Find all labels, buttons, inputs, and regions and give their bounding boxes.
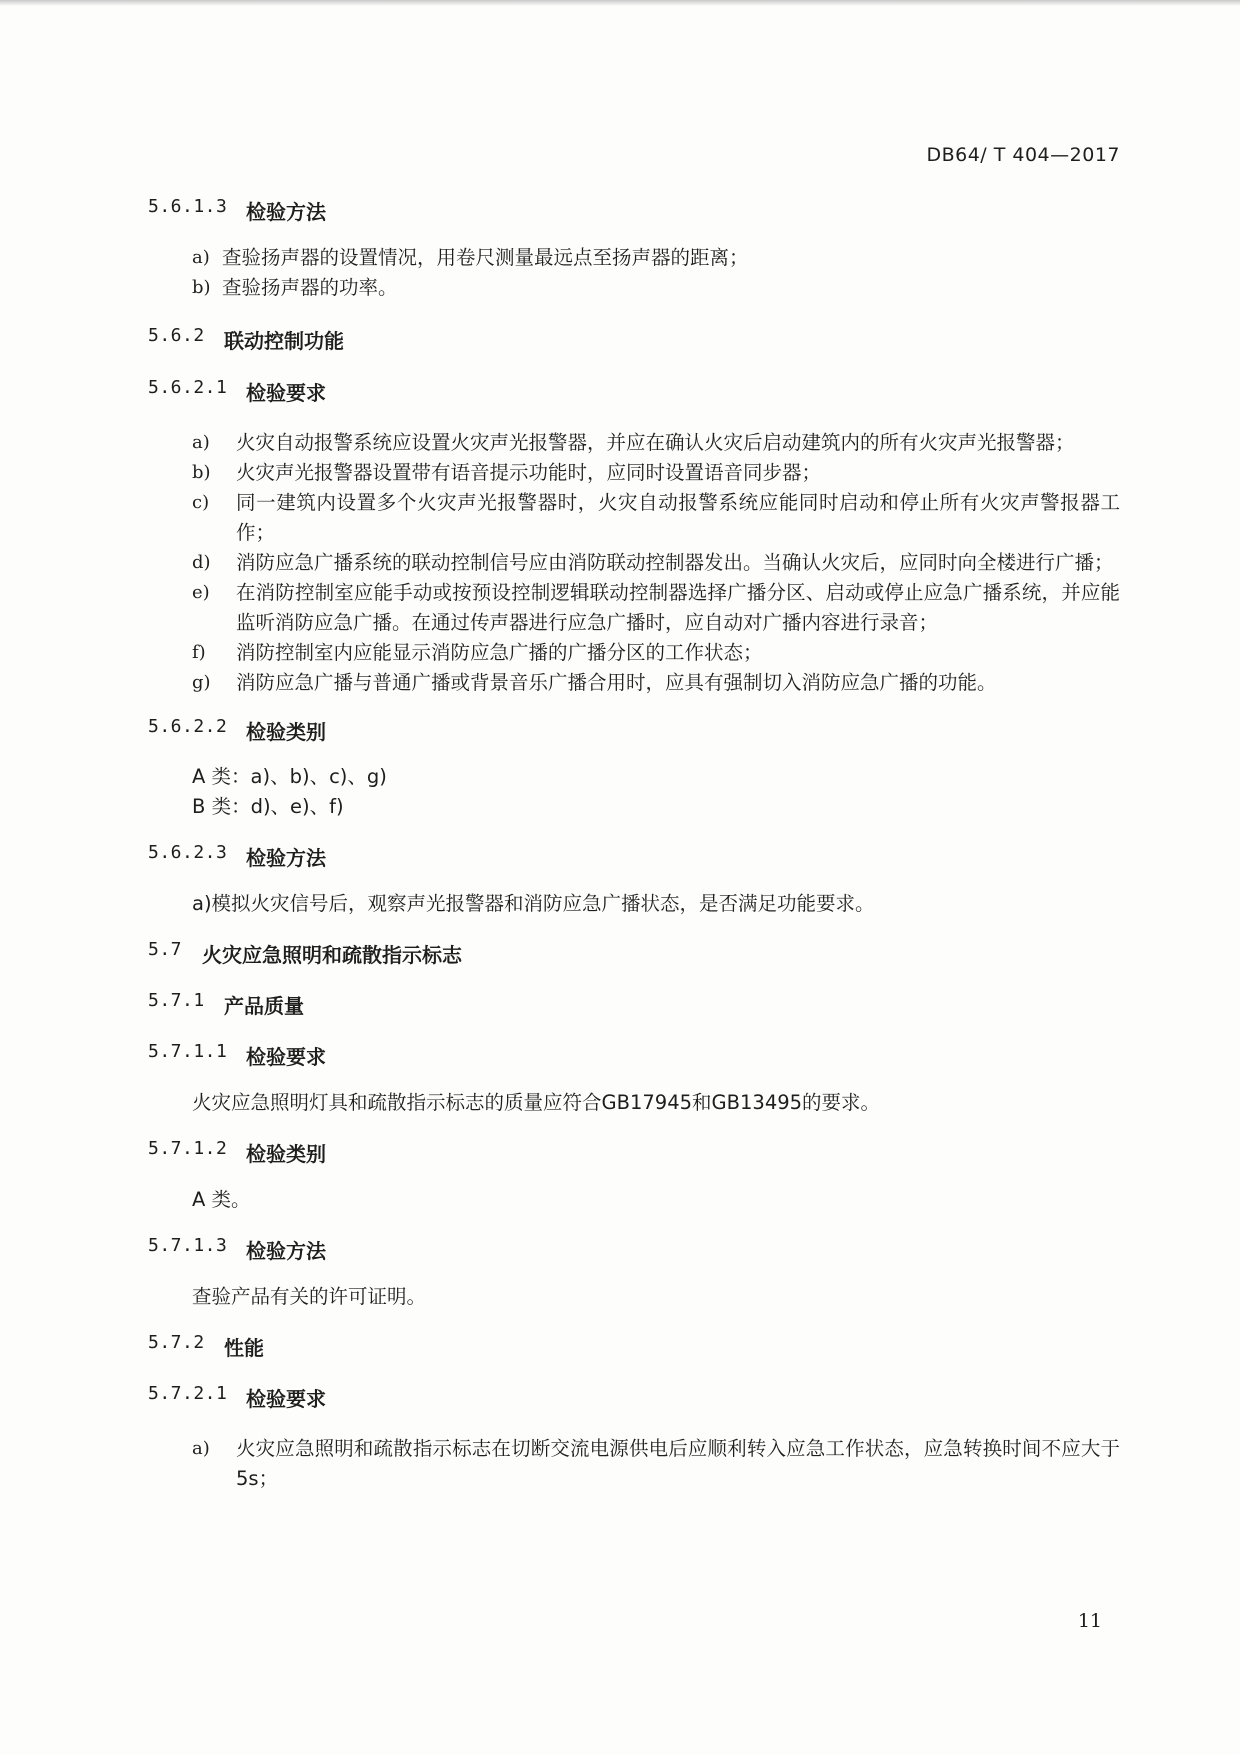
list-text: 查验扬声器的功率。 [222, 276, 398, 299]
list-marker: b) [192, 277, 211, 298]
section-5-6-2-2-heading [148, 716, 1120, 745]
section-title: 检验类别 [246, 1142, 326, 1166]
list-item [148, 548, 1120, 578]
section-number: 5.7.1.2 [148, 1138, 228, 1159]
category-line-b: B 类：d)、e)、f) [192, 795, 344, 818]
section-title: 检验要求 [246, 1387, 326, 1411]
list-text: 消防应急广播系统的联动控制信号应由消防联动控制器发出。当确认火灾后，应同时向全楼进行广播； [236, 551, 1114, 574]
list-item [148, 428, 1120, 458]
list-item [148, 273, 1120, 303]
section-number: 5.7 [148, 939, 183, 960]
section-5-6-2-1-heading [148, 377, 1120, 406]
section-number: 5.6.2.1 [148, 377, 228, 398]
document-code: DB64/ T 404—2017 [926, 144, 1120, 166]
list-marker: e) [192, 582, 210, 603]
section-5-7-heading [148, 939, 1120, 968]
list-marker: c) [192, 492, 210, 513]
list-text: 同一建筑内设置多个火灾声光报警器时，火灾自动报警系统应能同时启动和停止所有火灾声警报器工作； [236, 491, 1120, 544]
list-text: 火灾声光报警器设置带有语音提示功能时，应同时设置语音同步器； [236, 461, 822, 484]
section-number: 5.7.1.1 [148, 1041, 228, 1062]
section-title: 检验类别 [246, 720, 326, 744]
list-5-6-2-1 [148, 428, 1120, 698]
section-5-7-2-1-heading [148, 1383, 1120, 1412]
list-text: 消防应急广播与普通广播或背景音乐广播合用时，应具有强制切入消防应急广播的功能。 [236, 671, 997, 694]
section-title: 检验方法 [246, 846, 326, 870]
section-title: 联动控制功能 [224, 329, 344, 353]
list-marker: g) [192, 672, 211, 693]
section-5-7-1-1-heading [148, 1041, 1120, 1070]
list-5-7-2-1 [148, 1434, 1120, 1494]
section-title: 产品质量 [224, 994, 304, 1018]
section-number: 5.7.1 [148, 990, 205, 1011]
list-item [148, 458, 1120, 488]
list-item [148, 578, 1120, 638]
section-number: 5.7.2.1 [148, 1383, 228, 1404]
page-body [148, 196, 1120, 1494]
section-title: 检验方法 [246, 200, 326, 224]
list-marker: a) [192, 1438, 210, 1459]
list-item [148, 638, 1120, 668]
section-title: 检验方法 [246, 1239, 326, 1263]
section-5-7-1-3-heading [148, 1235, 1120, 1264]
section-title: 检验要求 [246, 381, 326, 405]
list-5-6-1-3 [148, 243, 1120, 303]
list-text: 火灾应急照明和疏散指示标志在切断交流电源供电后应顺利转入应急工作状态，应急转换时间不应大于 5s； [236, 1437, 1120, 1490]
method-text: a)模拟火灾信号后，观察声光报警器和消防应急广播状态，是否满足功能要求。 [192, 892, 875, 915]
requirement-text: 火灾应急照明灯具和疏散指示标志的质量应符合GB17945和GB13495的要求。 [192, 1091, 881, 1114]
page-number: 11 [1077, 1610, 1102, 1632]
list-item [148, 488, 1120, 548]
category-text: A 类。 [192, 1188, 251, 1211]
section-5-6-1-3-heading [148, 196, 1120, 225]
list-text: 在消防控制室应能手动或按预设控制逻辑联动控制器选择广播分区、启动或停止应急广播系统，并应能监听消防应急广播。在通过传声器进行应急广播时，应自动对广播内容进行录音； [236, 581, 1120, 634]
list-marker: b) [192, 462, 211, 483]
section-number: 5.7.2 [148, 1332, 205, 1353]
section-number: 5.7.1.3 [148, 1235, 228, 1256]
section-5-6-2-3-heading [148, 842, 1120, 871]
section-5-6-2-heading [148, 325, 1120, 354]
list-item [148, 1434, 1120, 1494]
section-number: 5.6.2 [148, 325, 205, 346]
section-5-7-1-2-heading [148, 1138, 1120, 1167]
section-title: 火灾应急照明和疏散指示标志 [202, 943, 462, 967]
list-marker: a) [192, 432, 210, 453]
section-5-7-2-heading [148, 1332, 1120, 1361]
method-text: 查验产品有关的许可证明。 [192, 1285, 427, 1308]
list-text: 查验扬声器的设置情况，用卷尺测量最远点至扬声器的距离； [222, 246, 749, 269]
section-number: 5.6.1.3 [148, 196, 228, 217]
section-5-7-1-heading [148, 990, 1120, 1019]
category-line-a: A 类：a)、b)、c)、g) [192, 765, 387, 788]
section-title: 性能 [224, 1336, 264, 1360]
list-item [148, 668, 1120, 698]
list-item [148, 243, 1120, 273]
list-text: 火灾自动报警系统应设置火灾声光报警器，并应在确认火灾后启动建筑内的所有火灾声光报警器； [236, 431, 1075, 454]
list-text: 消防控制室内应能显示消防应急广播的广播分区的工作状态； [236, 641, 763, 664]
list-marker: d) [192, 552, 211, 573]
section-number: 5.6.2.2 [148, 716, 228, 737]
list-marker: a) [192, 247, 210, 268]
section-number: 5.6.2.3 [148, 842, 228, 863]
section-title: 检验要求 [246, 1045, 326, 1069]
list-marker: f) [192, 642, 206, 663]
